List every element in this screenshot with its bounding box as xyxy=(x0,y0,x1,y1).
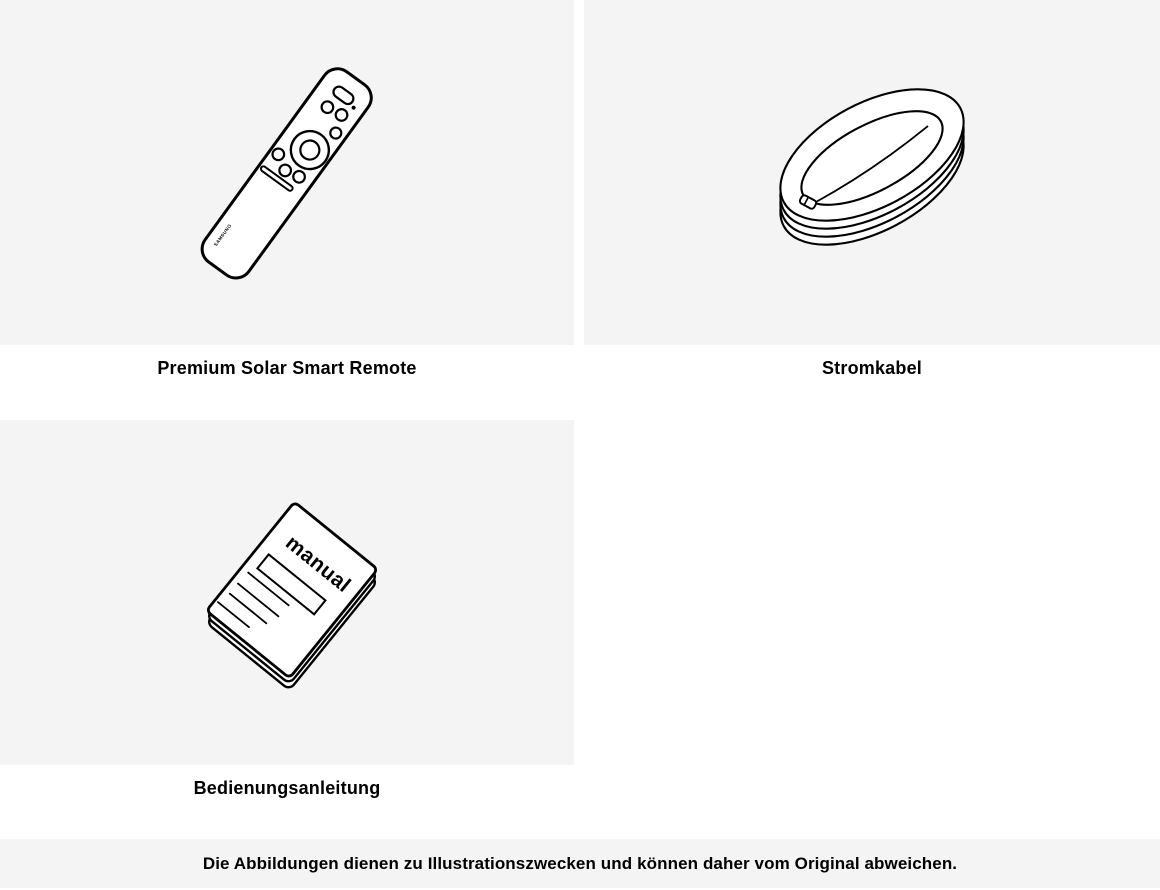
empty-grid-cell xyxy=(584,420,1160,839)
power-cable-icon xyxy=(584,0,1160,345)
accessory-grid-row-1 xyxy=(0,0,1160,420)
power-cable-image-tile xyxy=(584,0,1160,345)
accessory-card-power-cable xyxy=(584,0,1160,420)
accessory-label-manual: Bedienungsanleitung xyxy=(0,765,574,839)
accessory-label-power-cable: Stromkabel xyxy=(584,345,1160,420)
remote-brand-text: SAMSUNG xyxy=(212,222,233,248)
remote-icon xyxy=(0,0,574,345)
accessory-grid-row-2 xyxy=(0,420,1160,839)
disclaimer-text: Die Abbildungen dienen zu Illustrationszwecken und können daher vom Original abweichen. xyxy=(202,853,958,873)
manual-image-tile xyxy=(0,420,574,765)
disclaimer-bar xyxy=(0,839,1160,888)
remote-image-tile xyxy=(0,0,574,345)
manual-cover-text: manual xyxy=(281,531,356,598)
accessory-label-remote: Premium Solar Smart Remote xyxy=(0,345,574,420)
accessory-card-remote xyxy=(0,0,574,420)
accessory-card-manual xyxy=(0,420,574,839)
manual-icon xyxy=(0,420,574,765)
